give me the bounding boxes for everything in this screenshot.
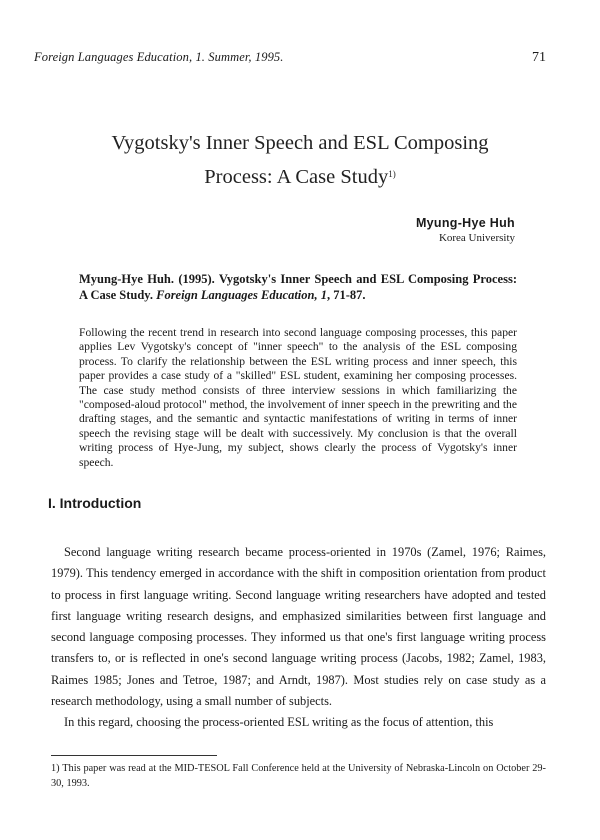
footnote-divider <box>51 755 217 756</box>
page-number: 71 <box>532 50 546 65</box>
author-affiliation: Korea University <box>438 232 515 244</box>
citation-suffix: , 71-87. <box>326 288 366 302</box>
body-paragraph-2: In this regard, choosing the process-oriented ESL writing as the focus of attention, this <box>64 715 494 730</box>
author-block <box>416 216 515 244</box>
paper-title <box>0 128 600 193</box>
body-paragraph-1: Second language writing research became process-oriented in 1970s (Zamel, 1976; Raimes, 1979). This tendency emerged in accordance with the shift in composition orientation from product to process in first language writing. Second language writing researchers have adopted and tested first language writing research designs, and emphasized similarities between first language and second language composing processes. They informed us that one's first language writing process transfers to, or is reflected in one's second language writing process (Jacobs, 1982; Zamel, 1983, Raimes 1985; Jones and Tetroe, 1987; and Arndt, 1987). Most studies rely on case study as a research methodology, using a small number of subjects. <box>51 545 546 709</box>
running-head: Foreign Languages Education, 1. Summer, 1995. <box>34 50 284 64</box>
title-footnote-mark: 1) <box>388 169 396 179</box>
abstract: Following the recent trend in research into second language composing processes, this paper applies Lev Vygotsky's concept of "inner speech" to the analysis of the ESL composing process. To clarify the relationship between the ESL writing process and inner speech, this paper provides a case study of a "skilled" ESL student, examining her composing processes. The case study method consists of three interview sessions in which familiarizing the "composed-aloud protocol" method, the involvement of inner speech in the prewriting and the drafting stages, and the semantic and syntactic manifestations of writing in terms of inner speech the revising stage will be dealt with successively. My conclusion is that the overall writing process of Hye-Jung, my subject, shows clearly the process of Vygotsky's inner speech. <box>79 326 517 469</box>
footnote: 1) This paper was read at the MID-TESOL Fall Conference held at the University of Nebraska-Lincoln on October 29-30, 1993. <box>51 763 546 789</box>
body-text <box>51 542 546 734</box>
citation-journal: Foreign Languages Education, 1 <box>156 288 327 302</box>
author-name: Myung-Hye Huh <box>415 216 515 230</box>
title-line-2-text: Process: A Case Study <box>204 166 389 188</box>
citation <box>79 271 517 303</box>
section-heading: I. Introduction <box>48 495 142 511</box>
citation-prefix: Myung-Hye Huh. (1995). Vygotsky's Inner Speech and ESL Composing Process: A Case Study. <box>79 272 517 302</box>
title-line-1: Vygotsky's Inner Speech and ESL Composing <box>111 132 489 154</box>
title-line-2 <box>0 159 600 193</box>
